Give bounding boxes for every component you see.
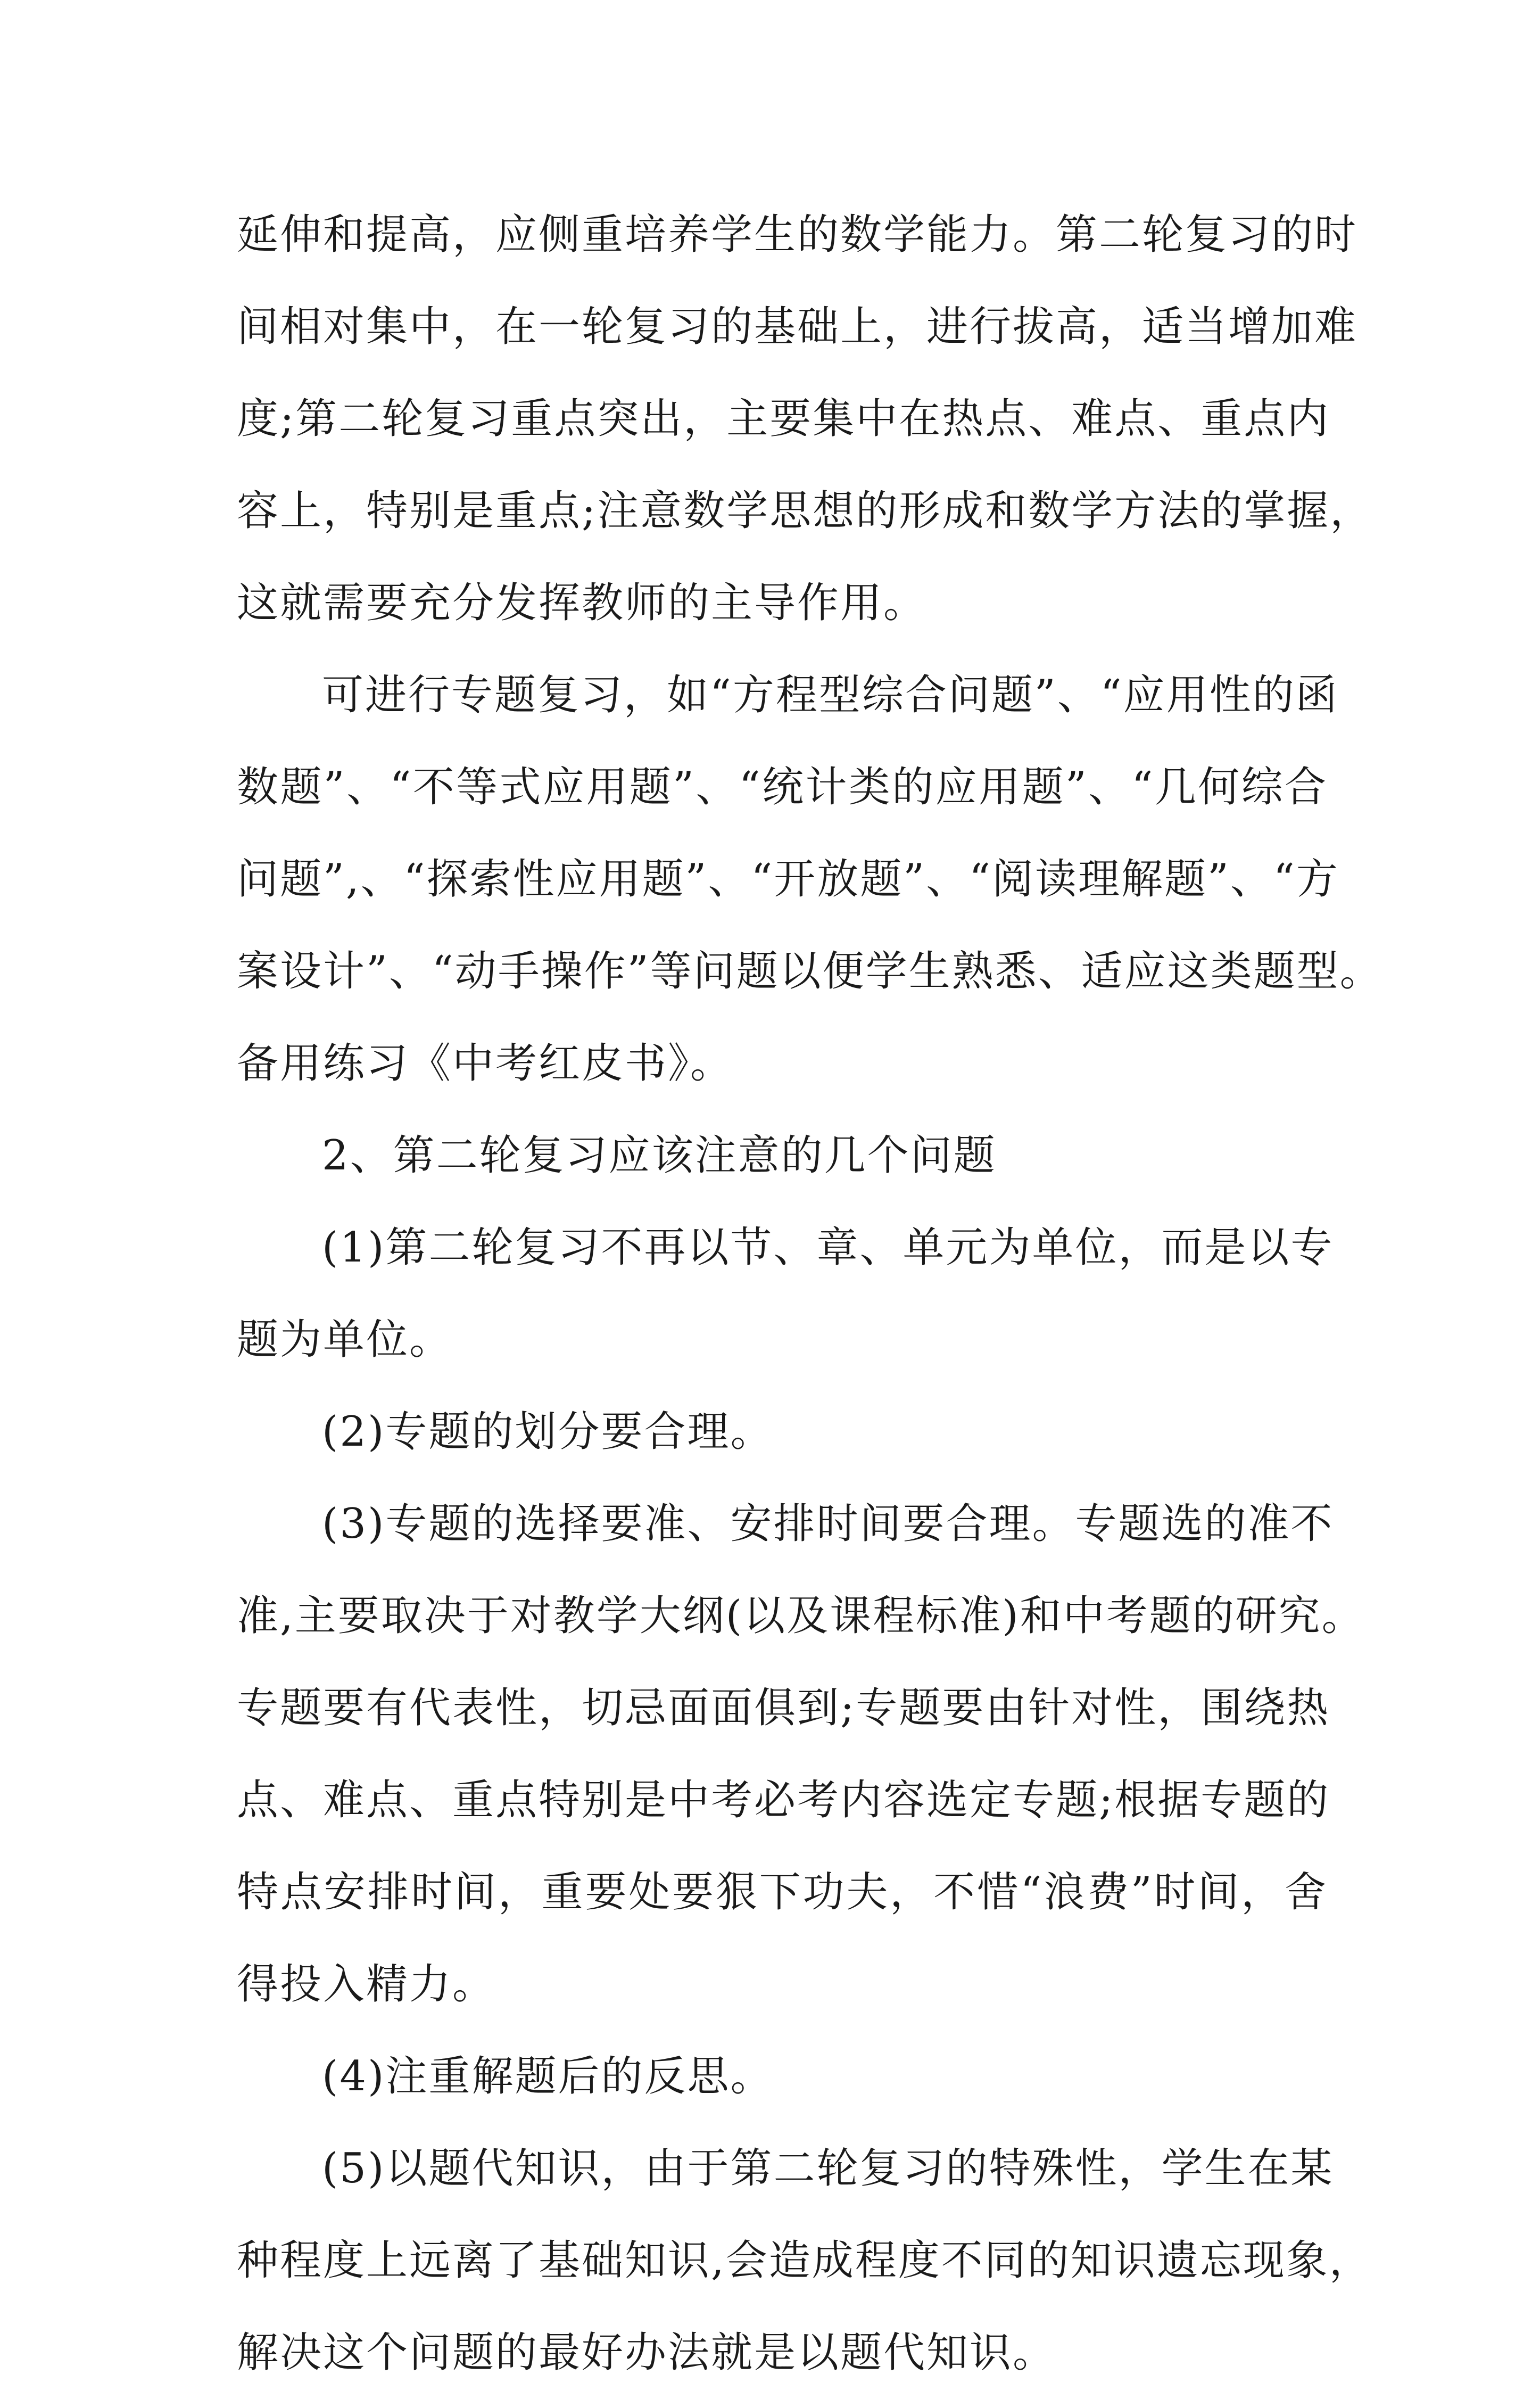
- text-line: 种程度上远离了基础知识,会造成程度不同的知识遗忘现象，: [237, 2237, 1372, 2285]
- document-body: [237, 189, 1383, 2399]
- text-line: (5)以题代知识，由于第二轮复习的特殊性，学生在某: [322, 2145, 1334, 2192]
- text-line: 准,主要取决于对教学大纲(以及课程标准)和中考题的研究。: [237, 1592, 1365, 1640]
- text-line: 间相对集中，在一轮复习的基础上，进行拔高，适当增加难: [237, 303, 1358, 351]
- text-line: 得投入精力。: [237, 1960, 496, 2008]
- text-line: 点、难点、重点特别是中考必考内容选定专题;根据专题的: [237, 1776, 1330, 1824]
- text-line: 度;第二轮复习重点突出，主要集中在热点、难点、重点内: [237, 395, 1330, 443]
- text-line: 数题”、“不等式应用题”、“统计类的应用题”、“几何综合: [237, 763, 1328, 811]
- text-line: 特点安排时间，重要处要狠下功夫，不惜“浪费”时间，舍: [237, 1868, 1328, 1916]
- text-line: 问题”,、“探索性应用题”、“开放题”、“阅读理解题”、“方: [237, 855, 1339, 903]
- text-line: 案设计”、“动手操作”等问题以便学生熟悉、适应这类题型。: [237, 947, 1383, 995]
- text-line: 延伸和提高，应侧重培养学生的数学能力。第二轮复习的时: [237, 211, 1358, 259]
- text-line: 题为单位。: [237, 1316, 453, 1364]
- text-line: (1)第二轮复习不再以节、章、单元为单位，而是以专: [322, 1224, 1334, 1272]
- text-line: 可进行专题复习，如“方程型综合问题”、“应用性的函: [322, 671, 1339, 719]
- text-line: 备用练习《中考红皮书》。: [237, 1040, 734, 1087]
- text-line: (2)专题的划分要合理。: [322, 1408, 774, 1456]
- text-line: 专题要有代表性，切忌面面俱到;专题要由针对性，围绕热: [237, 1684, 1330, 1732]
- text-line: (4)注重解题后的反思。: [322, 2052, 774, 2100]
- text-line: (3)专题的选择要准、安排时间要合理。专题选的准不: [322, 1500, 1334, 1548]
- text-line: 这就需要充分发挥教师的主导作用。: [237, 579, 927, 627]
- text-line: 解决这个问题的最好办法就是以题代知识。: [237, 2329, 1056, 2377]
- text-line: 容上，特别是重点;注意数学思想的形成和数学方法的掌握，: [237, 487, 1373, 535]
- section-heading: 2、第二轮复习应该注意的几个问题: [322, 1132, 997, 1180]
